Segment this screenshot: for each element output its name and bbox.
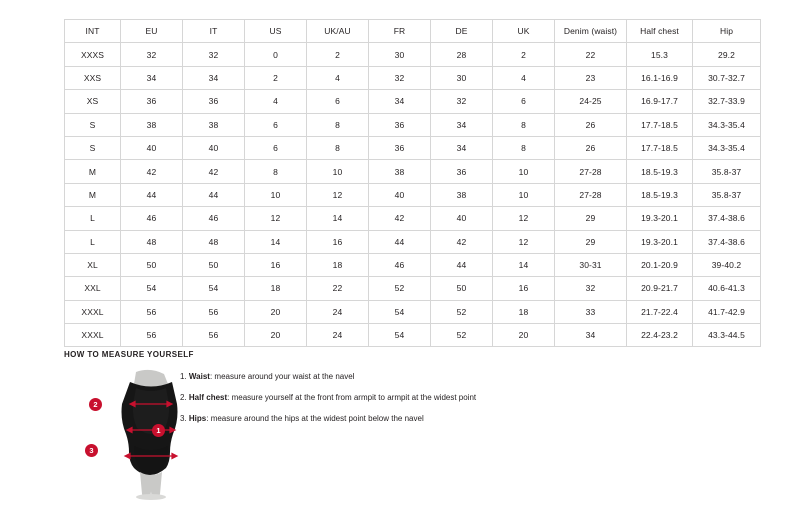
cell-denim-waist: 27-28 [555,160,627,183]
cell-uk: 10 [493,183,555,206]
cell-int: XXXL [65,300,121,323]
cell-uk: 8 [493,113,555,136]
column-header-eu: EU [121,20,183,43]
cell-int: XXL [65,277,121,300]
cell-uk: 14 [493,253,555,276]
table-row [65,277,761,300]
cell-eu: 54 [121,277,183,300]
cell-int: L [65,207,121,230]
cell-half-chest: 17.7-18.5 [627,136,693,159]
cell-it: 44 [183,183,245,206]
cell-us: 6 [245,113,307,136]
cell-eu: 56 [121,324,183,347]
table-row [65,66,761,89]
table-row [65,183,761,206]
cell-uk-au: 14 [307,207,369,230]
cell-hip: 32.7-33.9 [693,90,761,113]
cell-int: XXS [65,66,121,89]
cell-eu: 50 [121,253,183,276]
cell-eu: 56 [121,300,183,323]
cell-us: 16 [245,253,307,276]
cell-half-chest: 19.3-20.1 [627,230,693,253]
cell-denim-waist: 24-25 [555,90,627,113]
measure-instructions [180,366,600,429]
cell-it: 32 [183,43,245,66]
cell-uk: 2 [493,43,555,66]
cell-uk-au: 22 [307,277,369,300]
cell-half-chest: 22.4-23.2 [627,324,693,347]
column-header-denim-waist: Denim (waist) [555,20,627,43]
cell-eu: 42 [121,160,183,183]
cell-half-chest: 17.7-18.5 [627,113,693,136]
cell-hip: 34.3-35.4 [693,136,761,159]
instruction-text: : measure around your waist at the navel [209,372,355,381]
cell-fr: 38 [369,160,431,183]
cell-half-chest: 16.9-17.7 [627,90,693,113]
cell-us: 12 [245,207,307,230]
cell-us: 20 [245,324,307,347]
cell-fr: 54 [369,324,431,347]
instruction-item-hips [180,408,600,429]
cell-hip: 41.7-42.9 [693,300,761,323]
cell-it: 42 [183,160,245,183]
cell-uk: 16 [493,277,555,300]
cell-de: 30 [431,66,493,89]
cell-uk: 12 [493,230,555,253]
marker-badge-2: 2 [89,398,102,411]
cell-eu: 38 [121,113,183,136]
cell-de: 34 [431,136,493,159]
cell-de: 40 [431,207,493,230]
cell-denim-waist: 26 [555,136,627,159]
cell-de: 32 [431,90,493,113]
cell-fr: 36 [369,113,431,136]
instruction-term: Half chest [188,393,228,402]
cell-hip: 37.4-38.6 [693,230,761,253]
table-row [65,207,761,230]
cell-eu: 48 [121,230,183,253]
cell-eu: 46 [121,207,183,230]
table-row [65,113,761,136]
cell-int: XL [65,253,121,276]
cell-uk-au: 8 [307,113,369,136]
cell-us: 20 [245,300,307,323]
cell-denim-waist: 30-31 [555,253,627,276]
column-header-int: INT [65,20,121,43]
cell-us: 18 [245,277,307,300]
cell-denim-waist: 22 [555,43,627,66]
instruction-number: 2. [180,393,187,402]
cell-de: 34 [431,113,493,136]
how-to-measure-title: HOW TO MEASURE YOURSELF [64,350,194,359]
cell-uk-au: 2 [307,43,369,66]
cell-hip: 43.3-44.5 [693,324,761,347]
cell-int: XXXS [65,43,121,66]
cell-half-chest: 15.3 [627,43,693,66]
instruction-term: Hips [188,414,207,423]
table-row [65,324,761,347]
cell-fr: 52 [369,277,431,300]
cell-half-chest: 20.9-21.7 [627,277,693,300]
cell-uk: 6 [493,90,555,113]
column-header-fr: FR [369,20,431,43]
cell-uk-au: 12 [307,183,369,206]
cell-us: 10 [245,183,307,206]
cell-de: 44 [431,253,493,276]
table-row [65,253,761,276]
cell-int: L [65,230,121,253]
cell-int: XS [65,90,121,113]
instruction-number: 3. [180,414,187,423]
cell-uk-au: 8 [307,136,369,159]
cell-us: 2 [245,66,307,89]
cell-denim-waist: 27-28 [555,183,627,206]
cell-half-chest: 16.1-16.9 [627,66,693,89]
cell-denim-waist: 23 [555,66,627,89]
cell-uk: 8 [493,136,555,159]
cell-us: 4 [245,90,307,113]
cell-uk-au: 10 [307,160,369,183]
cell-uk-au: 6 [307,90,369,113]
cell-eu: 40 [121,136,183,159]
cell-fr: 46 [369,253,431,276]
marker-badge-1: 1 [152,424,165,437]
cell-half-chest: 19.3-20.1 [627,207,693,230]
cell-it: 54 [183,277,245,300]
column-header-de: DE [431,20,493,43]
size-conversion-table [64,19,761,347]
cell-half-chest: 18.5-19.3 [627,160,693,183]
table-row [65,300,761,323]
cell-hip: 30.7-32.7 [693,66,761,89]
cell-it: 36 [183,90,245,113]
cell-eu: 32 [121,43,183,66]
cell-it: 56 [183,324,245,347]
cell-half-chest: 21.7-22.4 [627,300,693,323]
cell-fr: 32 [369,66,431,89]
table-row [65,230,761,253]
cell-fr: 36 [369,136,431,159]
cell-hip: 37.4-38.6 [693,207,761,230]
cell-fr: 40 [369,183,431,206]
cell-hip: 29.2 [693,43,761,66]
table-row [65,160,761,183]
column-header-hip: Hip [693,20,761,43]
cell-fr: 42 [369,207,431,230]
cell-fr: 34 [369,90,431,113]
cell-it: 46 [183,207,245,230]
cell-de: 28 [431,43,493,66]
instruction-text: : measure yourself at the front from armpit to armpit at the widest point [227,393,477,402]
cell-fr: 44 [369,230,431,253]
cell-de: 38 [431,183,493,206]
cell-denim-waist: 34 [555,324,627,347]
cell-eu: 36 [121,90,183,113]
cell-denim-waist: 32 [555,277,627,300]
cell-denim-waist: 29 [555,230,627,253]
cell-int: S [65,136,121,159]
cell-fr: 54 [369,300,431,323]
cell-fr: 30 [369,43,431,66]
table-row [65,136,761,159]
cell-hip: 35.8-37 [693,183,761,206]
cell-int: M [65,160,121,183]
cell-us: 6 [245,136,307,159]
cell-hip: 39-40.2 [693,253,761,276]
cell-it: 38 [183,113,245,136]
cell-eu: 44 [121,183,183,206]
cell-uk: 10 [493,160,555,183]
table-header-row [65,20,761,43]
cell-it: 34 [183,66,245,89]
cell-denim-waist: 33 [555,300,627,323]
cell-de: 52 [431,300,493,323]
cell-us: 0 [245,43,307,66]
cell-uk-au: 16 [307,230,369,253]
cell-uk: 18 [493,300,555,323]
cell-half-chest: 20.1-20.9 [627,253,693,276]
cell-half-chest: 18.5-19.3 [627,183,693,206]
instruction-item-waist [180,366,600,387]
column-header-it: IT [183,20,245,43]
column-header-us: US [245,20,307,43]
column-header-uk-au: UK/AU [307,20,369,43]
cell-uk-au: 4 [307,66,369,89]
cell-uk: 4 [493,66,555,89]
cell-it: 48 [183,230,245,253]
cell-hip: 34.3-35.4 [693,113,761,136]
cell-it: 56 [183,300,245,323]
cell-uk-au: 24 [307,300,369,323]
cell-uk-au: 24 [307,324,369,347]
cell-denim-waist: 26 [555,113,627,136]
cell-us: 8 [245,160,307,183]
cell-de: 36 [431,160,493,183]
cell-de: 52 [431,324,493,347]
cell-de: 42 [431,230,493,253]
cell-uk-au: 18 [307,253,369,276]
cell-int: XXXL [65,324,121,347]
column-header-half-chest: Half chest [627,20,693,43]
instruction-item-half-chest [180,387,600,408]
table-row [65,90,761,113]
cell-uk: 20 [493,324,555,347]
instruction-text: : measure around the hips at the widest point below the navel [206,414,424,423]
instruction-term: Waist [188,372,210,381]
cell-hip: 35.8-37 [693,160,761,183]
cell-int: S [65,113,121,136]
marker-badge-3: 3 [85,444,98,457]
cell-hip: 40.6-41.3 [693,277,761,300]
table-row [65,43,761,66]
column-header-uk: UK [493,20,555,43]
cell-denim-waist: 29 [555,207,627,230]
instruction-number: 1. [180,372,187,381]
cell-uk: 12 [493,207,555,230]
cell-it: 40 [183,136,245,159]
cell-int: M [65,183,121,206]
cell-eu: 34 [121,66,183,89]
cell-us: 14 [245,230,307,253]
cell-de: 50 [431,277,493,300]
cell-it: 50 [183,253,245,276]
